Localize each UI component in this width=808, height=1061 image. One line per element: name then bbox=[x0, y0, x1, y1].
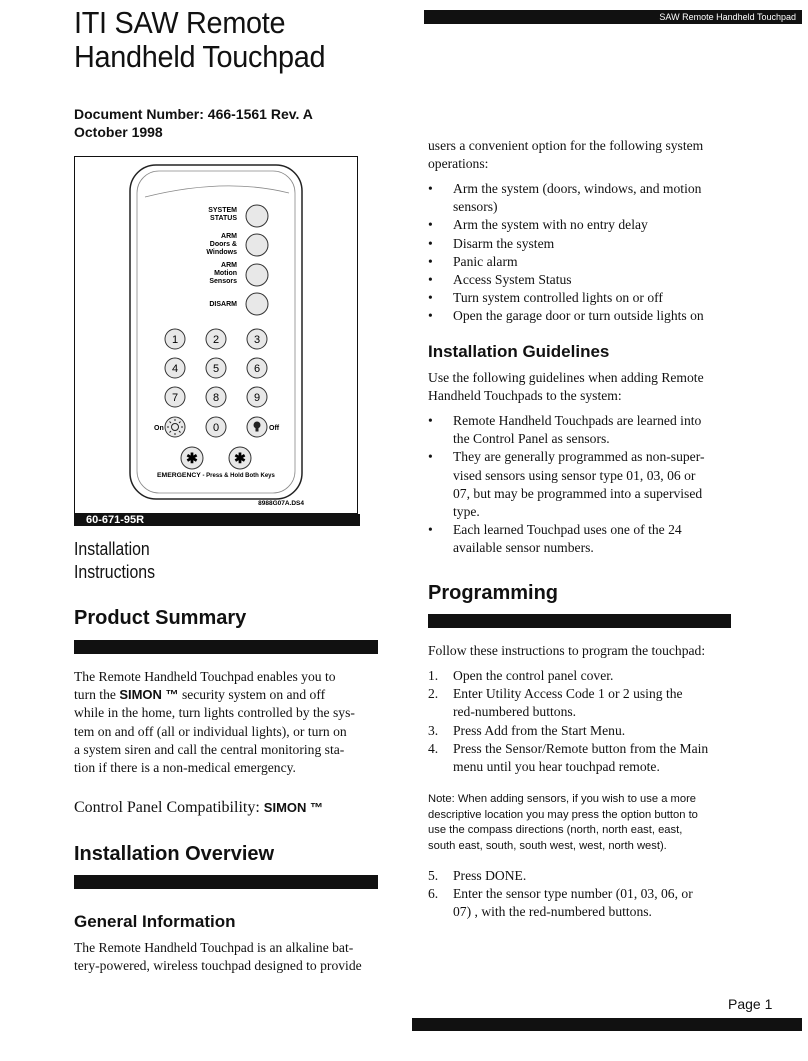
off-label: Off bbox=[269, 425, 280, 432]
text-line: tem on and off (all or individual lights), or turn on bbox=[74, 723, 347, 739]
step-number: 1. bbox=[428, 668, 439, 683]
guidelines-list bbox=[428, 412, 733, 558]
compatibility-value: SIMON ™ bbox=[263, 800, 324, 815]
list-item bbox=[428, 289, 733, 307]
text-line: • Turn system controlled lights on or off bbox=[453, 290, 663, 306]
key-3: 3 bbox=[253, 334, 261, 346]
installation-instructions-heading bbox=[74, 538, 166, 584]
instructions-line-2: Instructions bbox=[74, 562, 156, 582]
programming-heading: Programming bbox=[428, 582, 559, 604]
key-2: 2 bbox=[212, 334, 220, 346]
text-line: • Access System Status bbox=[453, 272, 572, 288]
text-run: security system on and off bbox=[178, 687, 326, 703]
text-line bbox=[74, 686, 379, 704]
text-line: menu until you hear touchpad remote. bbox=[453, 759, 660, 775]
step-number: 6. bbox=[428, 886, 439, 902]
text-line: a system siren and call the central monitoring sta- bbox=[74, 741, 345, 757]
emergency-label-rest: - Press & Hold Both Keys bbox=[200, 473, 275, 479]
product-summary-heading: Product Summary bbox=[74, 607, 247, 629]
general-information-heading: General Information bbox=[74, 912, 236, 931]
intro-continued-text bbox=[428, 137, 733, 173]
text-line: the Control Panel as sensors. bbox=[453, 431, 610, 447]
arm-doors-button bbox=[246, 234, 268, 256]
programming-note bbox=[428, 792, 733, 854]
arm-doors-label-1: ARM bbox=[221, 233, 237, 240]
list-item bbox=[428, 867, 733, 885]
text-line: Note: When adding sensors, if you wish to use a more bbox=[428, 793, 697, 805]
document-number-block bbox=[74, 105, 313, 141]
text-line: • Arm the system (doors, windows, and motion bbox=[453, 181, 702, 196]
text-line: 07, but may be programmed into a supervised bbox=[453, 485, 703, 501]
text-line: users a convenient option for the following system bbox=[428, 138, 704, 153]
text-line: Handheld Touchpads to the system: bbox=[428, 388, 622, 404]
text-line: Press the Sensor/Remote button from the Main bbox=[453, 740, 709, 756]
title-line-2: Handheld Touchpad bbox=[74, 39, 326, 74]
text-line: The Remote Handheld Touchpad enables you to bbox=[74, 669, 336, 684]
text-line: sensors) bbox=[453, 199, 498, 215]
text-line: vised sensors using sensor type 01, 03, 06 or bbox=[453, 467, 696, 483]
on-label: On bbox=[154, 425, 164, 432]
emergency-label-bold: EMERGENCY bbox=[157, 472, 201, 479]
figure-code: 8988G07A.DS4 bbox=[258, 500, 304, 507]
text-line: • Panic alarm bbox=[453, 253, 518, 269]
list-item bbox=[428, 216, 733, 234]
arm-motion-button bbox=[246, 264, 268, 286]
list-item bbox=[428, 253, 733, 271]
key-6: 6 bbox=[253, 363, 261, 375]
touchpad-figure bbox=[74, 156, 358, 514]
programming-steps bbox=[428, 667, 733, 776]
asterisk-icon: ✱ bbox=[186, 450, 198, 466]
list-item bbox=[428, 740, 733, 776]
status-label-1: SYSTEM bbox=[208, 207, 237, 214]
list-item bbox=[428, 412, 733, 448]
section-rule bbox=[74, 875, 378, 889]
text-line: tery-powered, wireless touchpad designed to provide bbox=[74, 958, 362, 974]
arm-doors-label-3: Windows bbox=[206, 249, 237, 256]
text-line: tion if there is a non-medical emergency. bbox=[74, 760, 296, 776]
text-line: • Remote Handheld Touchpads are learned into bbox=[453, 413, 702, 428]
list-item bbox=[428, 448, 733, 521]
text-line: operations: bbox=[428, 156, 489, 172]
arm-doors-label-2: Doors & bbox=[209, 241, 237, 248]
text-line: red-numbered buttons. bbox=[453, 704, 577, 720]
text-line: while in the home, turn lights controlled by the sys- bbox=[74, 705, 355, 721]
text-line: The Remote Handheld Touchpad is an alkaline bat- bbox=[74, 940, 354, 955]
text-line: • They are generally programmed as non-super- bbox=[453, 449, 705, 465]
arm-motion-label-2: Motion bbox=[214, 270, 237, 277]
list-item bbox=[428, 180, 733, 216]
text-line: Use the following guidelines when adding Remote bbox=[428, 370, 704, 385]
key-9: 9 bbox=[253, 392, 261, 404]
document-title bbox=[74, 6, 344, 74]
key-8: 8 bbox=[212, 392, 220, 404]
text-line: available sensor numbers. bbox=[453, 540, 594, 556]
disarm-button bbox=[246, 293, 268, 315]
text-line: use the compass directions (north, north east, east, bbox=[428, 824, 683, 836]
general-information-text bbox=[74, 939, 384, 975]
page-number: Page 1 bbox=[728, 996, 773, 1012]
text-line: • Open the garage door or turn outside lights on bbox=[453, 308, 704, 324]
arm-motion-label-3: Sensors bbox=[209, 278, 237, 285]
footer-rule bbox=[412, 1018, 802, 1031]
guidelines-intro-text bbox=[428, 369, 733, 405]
title-line-1: ITI SAW Remote bbox=[74, 5, 286, 40]
installation-guidelines-heading: Installation Guidelines bbox=[428, 342, 610, 361]
list-item bbox=[428, 235, 733, 253]
text-run: turn the bbox=[74, 687, 120, 703]
disarm-label: DISARM bbox=[209, 301, 237, 308]
list-item bbox=[428, 521, 733, 557]
product-summary-text bbox=[74, 668, 379, 777]
text-line: type. bbox=[453, 504, 480, 520]
text-line: Enter Utility Access Code 1 or 2 using the bbox=[453, 686, 683, 702]
key-5: 5 bbox=[212, 363, 220, 375]
text-line: • Each learned Touchpad uses one of the 24 bbox=[453, 522, 682, 538]
instructions-line-1: Installation bbox=[74, 539, 150, 559]
installation-overview-heading: Installation Overview bbox=[74, 843, 275, 865]
asterisk-icon: ✱ bbox=[234, 450, 246, 466]
touchpad-illustration bbox=[75, 157, 357, 513]
step-number: 3. bbox=[428, 722, 439, 738]
key-1: 1 bbox=[171, 334, 179, 346]
text-line: Open the control panel cover. bbox=[453, 668, 614, 683]
key-7: 7 bbox=[171, 392, 179, 404]
text-line: 07) , with the red-numbered buttons. bbox=[453, 904, 652, 920]
operations-list bbox=[428, 180, 733, 326]
list-item bbox=[428, 667, 733, 685]
step-number: 4. bbox=[428, 740, 439, 756]
document-number: Document Number: 466-1561 Rev. A bbox=[74, 106, 313, 122]
emergency-label bbox=[157, 472, 275, 479]
text-line: Press DONE. bbox=[453, 868, 527, 883]
figure-label-bar: 60-671-95R bbox=[74, 514, 360, 526]
simon-brand: SIMON ™ bbox=[119, 687, 179, 703]
step-number: 2. bbox=[428, 686, 439, 702]
key-0: 0 bbox=[212, 422, 220, 434]
list-item bbox=[428, 722, 733, 740]
list-item bbox=[428, 271, 733, 289]
running-header: SAW Remote Handheld Touchpad bbox=[424, 10, 802, 24]
document-date: October 1998 bbox=[74, 124, 163, 140]
list-item bbox=[428, 685, 733, 721]
status-label-2: STATUS bbox=[210, 215, 237, 222]
step-number: 5. bbox=[428, 868, 439, 883]
key-4: 4 bbox=[171, 363, 179, 375]
text-line: Enter the sensor type number (01, 03, 06, or bbox=[453, 886, 693, 902]
section-rule bbox=[74, 640, 378, 654]
list-item bbox=[428, 885, 733, 921]
system-status-button bbox=[246, 205, 268, 227]
arm-motion-label-1: ARM bbox=[221, 262, 237, 269]
section-rule bbox=[428, 614, 731, 628]
compatibility-label: Control Panel Compatibility: bbox=[74, 799, 264, 816]
text-line: descriptive location you may press the option button to bbox=[428, 808, 698, 821]
list-item bbox=[428, 307, 733, 325]
text-line: • Arm the system with no entry delay bbox=[453, 217, 648, 233]
text-line: • Disarm the system bbox=[453, 235, 555, 251]
text-line: south east, south, south west, west, north west). bbox=[428, 839, 667, 852]
compatibility-line bbox=[74, 799, 323, 817]
programming-steps-continued bbox=[428, 867, 733, 922]
programming-intro: Follow these instructions to program the touchpad: bbox=[428, 643, 706, 658]
text-line: Press Add from the Start Menu. bbox=[453, 722, 626, 738]
